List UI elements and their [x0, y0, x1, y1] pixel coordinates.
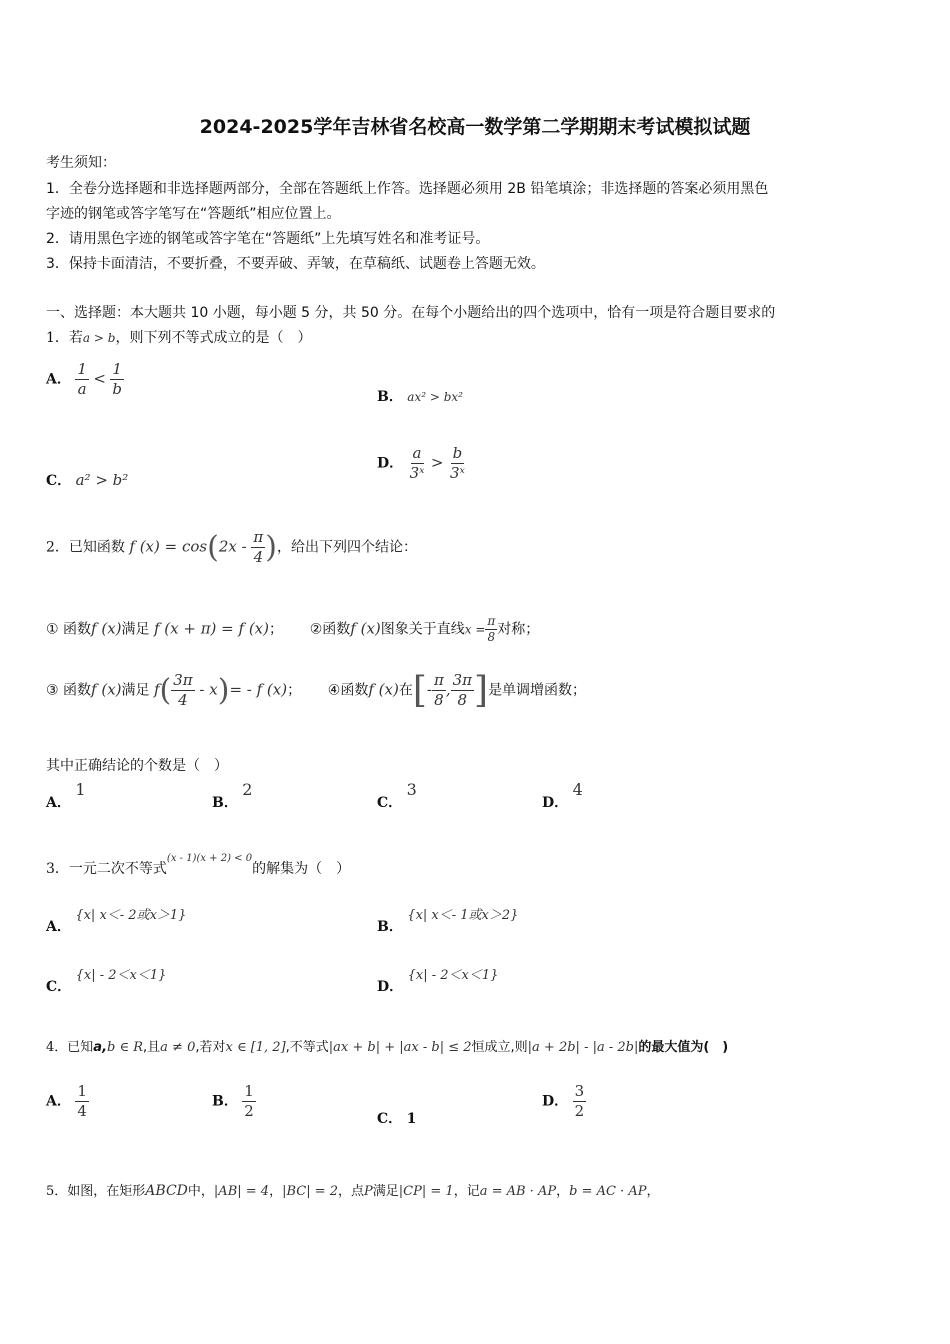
math-expression: ax² > bx²	[407, 390, 463, 404]
q2-statement-3-4: ③ 函数f (x)满足 f( $\frac{3\pi}{4}$ - x)= - f (x)； ④函数f (x)在[- $\frac{\pi}{8}$ , $\frac{3\pi}{8}$ ]是单调增函数；	[46, 670, 587, 711]
math-expression: a² > b²	[75, 471, 129, 489]
option-label: B．	[212, 795, 238, 811]
q2-function: f (x) = cos	[129, 537, 208, 556]
question-number: 5．	[46, 1184, 68, 1199]
question-number: 4．	[46, 1040, 68, 1055]
q4-option-c[interactable]	[377, 1108, 416, 1128]
q2-option-a[interactable]	[46, 780, 86, 812]
fraction: $\frac{3}{2}$	[574, 1082, 585, 1120]
q2-option-b[interactable]	[212, 780, 253, 812]
section-heading: 一、选择题：本大题共 10 小题，每小题 5 分，共 50 分。在每个小题给出的四个选项中，恰有一项是符合题目要求的	[46, 305, 776, 321]
q3-option-d[interactable]	[377, 968, 499, 996]
fraction: $\frac{\pi}{8}$	[433, 671, 444, 709]
question-2: 2．已知函数 f (x) = cos(2x - $\frac{\pi}{4}$ )，给出下列四个结论：	[46, 528, 417, 566]
fraction: $\frac{b}{\text{3ˣ}}$	[449, 444, 465, 482]
notice-item-1-cont: 字迹的钢笔或答字笔写在“答题纸”相应位置上。	[46, 206, 341, 222]
q2-pre: 已知函数	[68, 539, 125, 556]
option-label: B．	[377, 919, 403, 935]
q4-option-d[interactable]	[542, 1082, 586, 1121]
option-value: 1	[406, 1111, 417, 1127]
option-value: 2	[242, 780, 253, 799]
q1-option-d[interactable]: D． $\frac{a}{\text{3ˣ}}$ > $\frac{b}{\text{3ˣ}}$	[377, 444, 465, 482]
fraction: $\frac{\pi}{8}$	[487, 614, 496, 644]
option-value: 1	[75, 780, 86, 799]
fraction: $\frac{\pi}{4}$	[253, 528, 264, 566]
q1-pre: 若	[68, 330, 83, 346]
option-value: {x| x＜- 1或x＞2}	[407, 908, 519, 923]
option-label: D．	[542, 795, 569, 811]
q2-option-c[interactable]	[377, 780, 417, 812]
question-3: 3．一元二次不等式$^{(x - 1)(x + 2) < 0}$的解集为（ ）	[46, 853, 351, 877]
q4-option-b[interactable]	[212, 1082, 256, 1121]
option-value: 3	[406, 780, 417, 799]
question-number: 2．	[46, 539, 69, 556]
notice-item-3: 3．保持卡面清洁，不要折叠，不要弄破、弄皱，在草稿纸、试题卷上答题无效。	[46, 256, 545, 272]
option-label: D．	[377, 979, 404, 995]
option-value: {x| x＜- 2或x＞1}	[75, 908, 187, 923]
option-label: A．	[46, 919, 71, 935]
q2-ask: 其中正确结论的个数是（ ）	[46, 758, 228, 774]
option-label: C．	[46, 979, 72, 995]
option-label: D．	[377, 455, 404, 472]
q3-inequality: (x - 1)(x + 2) < 0	[166, 853, 253, 864]
q3-option-b[interactable]	[377, 908, 519, 936]
q2-post: ，给出下列四个结论：	[277, 539, 417, 556]
q2-statement-1-2: ① 函数f (x)满足 f (x + π) = f (x)； ②函数f (x)图象关于直线x = $\frac{\pi}{8}$ 对称；	[46, 614, 540, 644]
option-label: B．	[212, 1093, 238, 1110]
q1-option-a[interactable]: A． $\frac{1}{a}$ < $\frac{1}{b}$	[46, 360, 122, 398]
question-number: 3．	[46, 861, 69, 877]
q1-option-b[interactable]	[377, 386, 463, 406]
question-1	[46, 327, 311, 347]
notice-item-1: 1．全卷分选择题和非选择题两部分，全部在答题纸上作答。选择题必须用 2B 铅笔填涂；非选择题的答案必须用黑色	[46, 181, 769, 197]
page-title: 2024-2025学年吉林省名校高一数学第二学期期末考试模拟试题	[199, 116, 751, 138]
option-value: {x| - 2＜x＜1}	[75, 968, 167, 983]
option-label: A．	[46, 1093, 71, 1110]
fraction: $\frac{a}{\text{3ˣ}}$	[409, 444, 425, 482]
option-label: C．	[377, 1111, 403, 1127]
option-value: {x| - 2＜x＜1}	[407, 968, 499, 983]
option-value: 4	[572, 780, 583, 799]
fraction: $\frac{3\pi}{8}$	[452, 671, 473, 709]
math-expression: f (x + π) = f (x)	[153, 619, 269, 638]
notice-item-2: 2．请用黑色字迹的钢笔或答字笔在“答题纸”上先填写姓名和准考证号。	[46, 231, 490, 247]
option-label: C．	[377, 795, 403, 811]
fraction: $\frac{3\pi}{4}$	[173, 671, 193, 709]
q1-condition: a > b	[82, 331, 116, 345]
option-label: D．	[542, 1093, 569, 1110]
question-5: 5．如图，在矩形ABCD中，|AB| = 4，|BC| = 2，点P满足|CP| = 1，记a = AB · AP，b = AC · AP，	[46, 1183, 660, 1199]
q1-post: ，则下列不等式成立的是（ ）	[115, 330, 312, 346]
fraction: $\frac{1}{b}$	[112, 360, 122, 398]
notice-heading: 考生须知：	[46, 155, 116, 171]
q3-option-c[interactable]	[46, 968, 167, 996]
question-4: 4．已知a,b ∈ R,且a ≠ 0,若对x ∈ [1, 2],不等式|ax + b| + |ax - b| ≤ 2恒成立,则|a + 2b| - |a - 2b|的最大值为( )	[46, 1040, 729, 1055]
fraction: $\frac{1}{4}$	[77, 1082, 87, 1120]
q3-option-a[interactable]	[46, 908, 187, 936]
q4-option-a[interactable]	[46, 1082, 89, 1121]
fraction: $\frac{1}{a}$	[77, 360, 87, 398]
q2-option-d[interactable]	[542, 780, 583, 812]
option-label: A．	[46, 795, 71, 811]
q1-option-c[interactable]	[46, 470, 128, 490]
question-number: 1．	[46, 330, 69, 346]
option-label: B．	[377, 389, 403, 405]
fraction: $\frac{1}{2}$	[244, 1082, 254, 1120]
option-label: A．	[46, 371, 71, 388]
option-label: C．	[46, 473, 72, 489]
